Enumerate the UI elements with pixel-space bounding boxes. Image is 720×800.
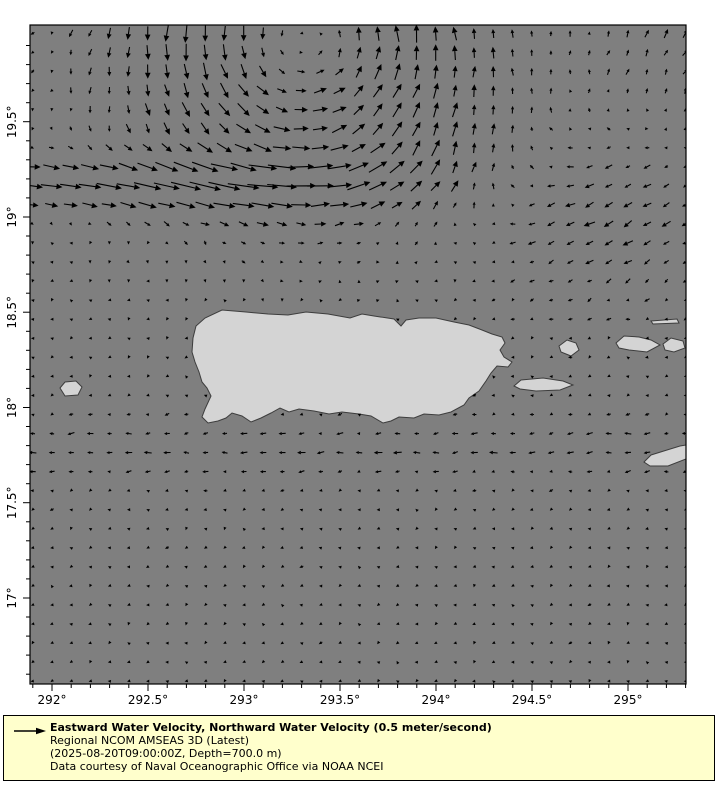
legend-model-name: Regional NCOM AMSEAS 3D (Latest) — [50, 734, 249, 747]
x-tick-label: 294° — [421, 693, 451, 707]
y-tick-label: 17.5° — [5, 486, 19, 520]
x-tick-label: 293° — [229, 693, 259, 707]
legend-title: Eastward Water Velocity, Northward Water Velocity (0.5 meter/second) — [50, 721, 492, 734]
x-tick-label: 292° — [37, 693, 67, 707]
x-tick-label: 295° — [613, 693, 643, 707]
y-tick-label: 19.5° — [5, 105, 19, 139]
y-tick-label: 18° — [5, 396, 19, 419]
y-tick-label: 19° — [5, 206, 19, 228]
y-tick-label: 17° — [5, 587, 19, 609]
x-tick-label: 293.5° — [319, 693, 361, 707]
legend-time-depth: (2025-08-20T09:00:00Z, Depth=700.0 m) — [50, 747, 282, 760]
reference-arrow-icon — [13, 726, 47, 736]
legend-courtesy: Data courtesy of Naval Oceanographic Office via NOAA NCEI — [50, 760, 384, 773]
x-tick-label: 292.5° — [127, 693, 169, 707]
y-tick-label: 18.5° — [5, 295, 19, 329]
legend-text — [50, 721, 710, 773]
x-tick-label: 294.5° — [511, 693, 553, 707]
legend-box — [3, 715, 715, 781]
